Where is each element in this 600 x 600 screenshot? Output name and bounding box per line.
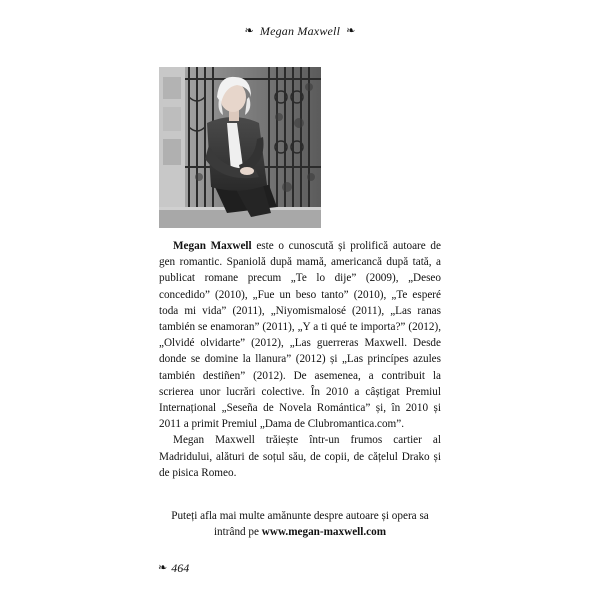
fleuron-right-icon: ❧: [346, 25, 356, 37]
author-photo: [159, 67, 321, 228]
author-name: Megan Maxwell: [173, 240, 252, 252]
more-info-note: [159, 508, 441, 540]
bio-paragraph-2: Megan Maxwell trăiește într-un frumos cartier al Madridului, alături de soțul său, de copii, de cățelul Drako și de pisica Romeo.: [159, 434, 441, 479]
page-folio: [158, 561, 189, 576]
more-info-text: Puteți afla mai multe amănunte despre autoare și opera sa intrând pe: [171, 510, 429, 539]
fleuron-folio-icon: ❧: [158, 562, 168, 574]
bio-paragraph-1: [159, 238, 441, 432]
bio-paragraph-1-text: este o cunoscută și prolifică autoare de gen romantic. Spaniolă după mamă, americancă după tată, a publicat romane precum „Te lo dije” (2009), „Deseo concedido” (2010), „Fue un beso tanto” (2010), „Te esperé toda mi vida” (2011), „Niyomismalosé (2011), „Las ranas también se enamoran” (2011), „Y a ti qué te importa?” (2012), „Olvidé olvidarte” (2012), „Las guerreras Maxwell. Desde donde se domine la llanura” (2012) și „Las princípes azules también destiñen” (2012). De asemenea, a contribuit la scrierea unor lucrări colective. În 2010 a câștigat Premiul Internațional „Seseña de Novela Romántica” și, în 2010 și 2011 a primit Premiul „Dama de Clubromantica.com”.: [159, 240, 441, 431]
author-photo-illustration: [159, 67, 321, 228]
running-title: Megan Maxwell: [259, 24, 341, 38]
fleuron-left-icon: ❧: [244, 25, 254, 37]
page-number: 464: [171, 561, 190, 575]
author-website-link[interactable]: www.megan-maxwell.com: [261, 526, 387, 539]
running-header: [0, 24, 600, 39]
author-biography: [159, 238, 441, 481]
